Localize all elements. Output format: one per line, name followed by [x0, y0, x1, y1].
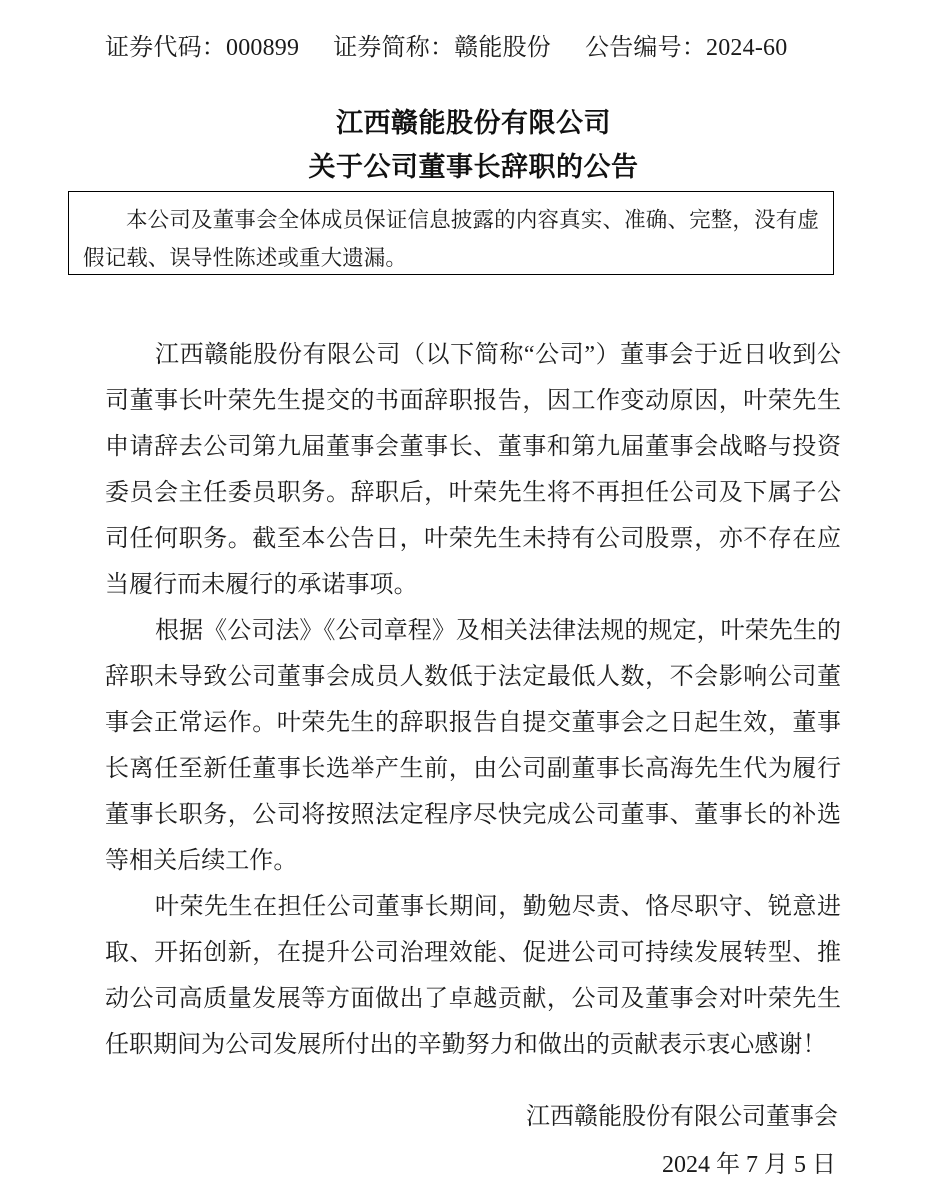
disclaimer-text: 本公司及董事会全体成员保证信息披露的内容真实、准确、完整，没有虚假记载、误导性陈述或重大遗漏。: [83, 208, 819, 270]
body-paragraph: 根据《公司法》《公司章程》及相关法律法规的规定，叶荣先生的辞职未导致公司董事会成员人数低于法定最低人数，不会影响公司董事会正常运作。叶荣先生的辞职报告自提交董事会之日起生效，董事长离任至新任董事长选举产生前，由公司副董事长高海先生代为履行董事长职务，公司将按照法定程序尽快完成公司董事、董事长的补选等相关后续工作。: [105, 618, 841, 874]
company-title: 江西赣能股份有限公司: [336, 108, 611, 139]
document-header-line: [105, 31, 845, 65]
security-code-value: 000899: [226, 35, 300, 61]
security-name-value: 赣能股份: [454, 35, 552, 61]
announcement-no-label: 公告编号：: [585, 35, 707, 61]
signature-issuer: 江西赣能股份有限公司董事会: [526, 1104, 838, 1130]
body-content: [105, 332, 841, 1068]
security-name-label: 证券简称：: [333, 35, 455, 61]
signature-date: 2024 年 7 月 5 日: [662, 1152, 836, 1178]
title-block: [0, 102, 947, 190]
body-paragraph: 江西赣能股份有限公司（以下简称“公司”）董事会于近日收到公司董事长叶荣先生提交的书面辞职报告，因工作变动原因，叶荣先生申请辞去公司第九届董事会董事长、董事和第九届董事会战略与投资委员会主任委员职务。辞职后，叶荣先生将不再担任公司及下属子公司任何职务。截至本公告日，叶荣先生未持有公司股票，亦不存在应当履行而未履行的承诺事项。: [105, 342, 841, 598]
announcement-no-value: 2024-60: [706, 35, 788, 61]
body-paragraph: 叶荣先生在担任公司董事长期间，勤勉尽责、恪尽职守、锐意进取、开拓创新，在提升公司治理效能、促进公司可持续发展转型、推动公司高质量发展等方面做出了卓越贡献，公司及董事会对叶荣先生任职期间为公司发展所付出的辛勤努力和做出的贡献表示衷心感谢！: [105, 894, 841, 1058]
disclaimer-box: [68, 191, 834, 275]
signature-block: [526, 1093, 838, 1189]
security-code-label: 证券代码：: [105, 35, 226, 61]
announcement-subject-title: 关于公司董事长辞职的公告: [308, 152, 639, 183]
